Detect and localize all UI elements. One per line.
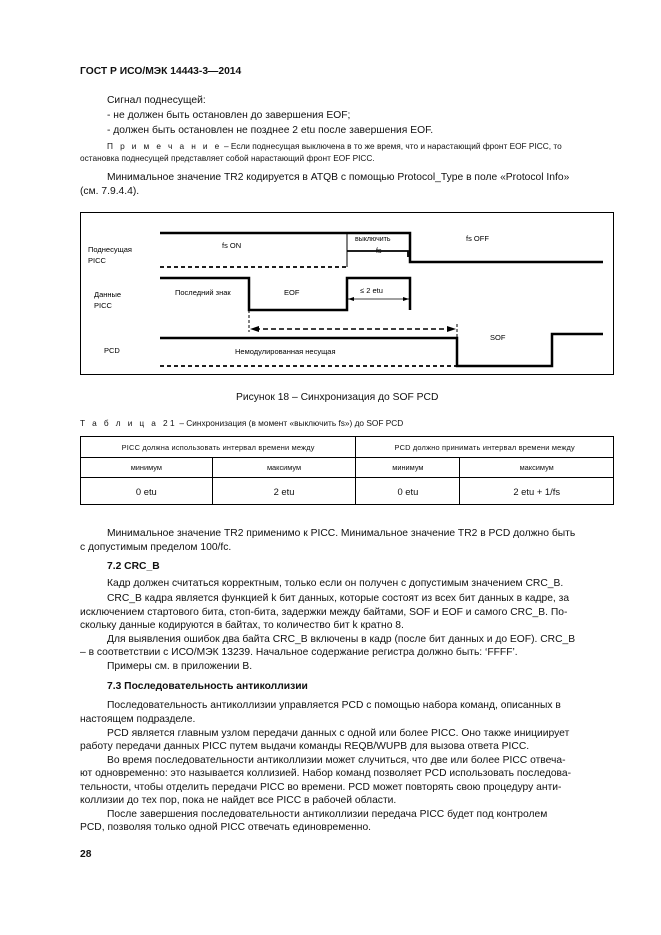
label-data-1: Данные [94, 290, 122, 299]
unmodulated-label: Немодулированная несущая [235, 347, 336, 356]
carrier-item-2: - должен быть остановлен не позднее 2 etu после завершения EOF. [107, 125, 434, 136]
note-line-2: остановка поднесущей представляет собой нарастающий фронт EOF PICC. [80, 153, 375, 163]
switch-off-label-2: fs [376, 248, 382, 255]
table-cell: 0 etu [356, 478, 460, 505]
table-subheader-cell: минимум [81, 458, 213, 478]
tr2-paragraph-text: Минимальное значение TR2 кодируется в ATQB с помощью Protocol_Type в поле «Protocol Info» [107, 172, 570, 183]
sec73-p4-l2: PCD, позволяя только одной PICC отвечать единовременно. [80, 822, 372, 833]
interval-arrow-right [447, 326, 456, 332]
fs-off-label: fs OFF [466, 234, 489, 243]
table-subheader-cell: минимум [356, 458, 460, 478]
le-2etu-label: ≤ 2 etu [360, 286, 383, 295]
eof-label: EOF [284, 288, 300, 297]
section-7-3-heading: 7.3 Последовательность антиколлизии [107, 681, 308, 692]
note [107, 141, 562, 152]
sec73-p2-l1: PCD является главным узлом передачи данных с одной или более PICC. Оно также инициирует [107, 728, 570, 739]
carrier-intro: Сигнал поднесущей: [107, 95, 206, 106]
sec73-p1-l2: настоящем подразделе. [80, 714, 196, 725]
table-subheader-row [81, 458, 614, 478]
table-cell: 2 etu [212, 478, 356, 505]
table-cell: 0 etu [81, 478, 213, 505]
label-pcd: PCD [104, 346, 120, 355]
sec73-p3-l1: Во время последовательности антиколлизии может случиться, что две или более PICC отвеча- [107, 755, 566, 766]
table-cell: 2 etu + 1/fs [460, 478, 614, 505]
label-subcarrier-2: PICC [88, 256, 106, 265]
last-bit-label: Последний знак [175, 288, 231, 297]
table-title [80, 418, 403, 429]
table-title-text: – Синхронизация (в момент «выключить fs») до SOF PCD [177, 418, 404, 428]
carrier-item-1: - не должен быть остановлен до завершения EOF; [107, 110, 351, 121]
tr2-paragraph-line-1 [107, 171, 614, 185]
section-7-2-heading: 7.2 CRC_B [107, 561, 160, 572]
note-label: П р и м е ч а н и е [107, 141, 222, 151]
label-data-2: PICC [94, 301, 112, 310]
sec72-p2-l3: скольку данные кодируются в байтах, то количество бит k кратно 8. [80, 620, 404, 631]
sec73-p3-l4: коллизии до тех пор, пока не найдет все PICC в рабочей области. [80, 795, 397, 806]
sof-label: SOF [490, 333, 506, 342]
sec72-p2-l2: исключением стартового бита, стоп-бита, задержки между байтами, SOF и EOF и самого CRC_B. По- [80, 607, 568, 618]
tr2-paragraph-line-2: (см. 7.9.4.4). [80, 186, 140, 197]
table-subheader-cell: максимум [460, 458, 614, 478]
note-line-1: – Если поднесущая выключена в то же время, что и нарастающий фронт EOF PICC, то [221, 141, 562, 151]
sec72-p2-l1: CRC_B кадра является функцией k бит данных, которые состоят из всех бит данных в кадре, за [107, 593, 570, 604]
figure-caption: Рисунок 18 – Синхронизация до SOF PCD [236, 392, 439, 403]
timing-diagram [80, 212, 614, 375]
table-header-row [81, 437, 614, 458]
sec73-p3-l2: ют одновременно: это называется коллизией. Набор команд позволяет PCD использовать последова- [80, 768, 572, 779]
sec72-p3-l1: Для выявления ошибок два байта CRC_B включены в кадр (после бит данных и до EOF). CRC_B [107, 634, 576, 645]
tr2-min-line-2: с допустимым пределом 100/fc. [80, 542, 232, 553]
interval-arrow-left [250, 326, 259, 332]
table-row [81, 478, 614, 505]
timing-table [80, 436, 614, 505]
table-header-pcd: PCD должно принимать интервал времени между [356, 437, 614, 458]
table-subheader-cell: максимум [212, 458, 356, 478]
table-title-label: Т а б л и ц а 21 [80, 418, 178, 428]
sec73-p2-l2: работу передачи данных PICC путем выдачи команды REQB/WUPB для вызова ответа PICC. [80, 741, 530, 752]
table-header-picc: PICC должна использовать интервал времени между [81, 437, 356, 458]
sec72-p3-l2: – в соответствии с ИСО/МЭК 13239. Начальное содержание регистра должно быть: ‘FFFF’. [80, 647, 518, 658]
sec72-p1: Кадр должен считаться корректным, только если он получен с допустимым значением CRC_B. [107, 578, 564, 589]
switch-off-label-1: выключить [355, 236, 391, 243]
sec73-p3-l3: тельности, чтобы отделить передачи PICC во времени. PCD может повторять свою процедуру анти- [80, 782, 562, 793]
page-number: 28 [80, 849, 92, 860]
le-2etu-arrow-right [403, 297, 409, 301]
fs-on-label: fs ON [222, 241, 242, 250]
sec73-p4-l1: После завершения последовательности антиколлизии передача PICC будет под контролем [107, 809, 548, 820]
le-2etu-arrow-left [348, 297, 354, 301]
sec72-p4: Примеры см. в приложении В. [107, 661, 253, 672]
sec73-p1-l1: Последовательность антиколлизии управляется PCD с помощью набора команд, описанных в [107, 700, 561, 711]
tr2-min-line-1: Минимальное значение TR2 применимо к PICC. Минимальное значение TR2 в PCD должно быть [107, 528, 576, 539]
document-id: ГОСТ Р ИСО/МЭК 14443-3—2014 [80, 66, 242, 77]
pcd-waveform [160, 334, 603, 366]
label-subcarrier-1: Поднесущая [88, 245, 132, 254]
